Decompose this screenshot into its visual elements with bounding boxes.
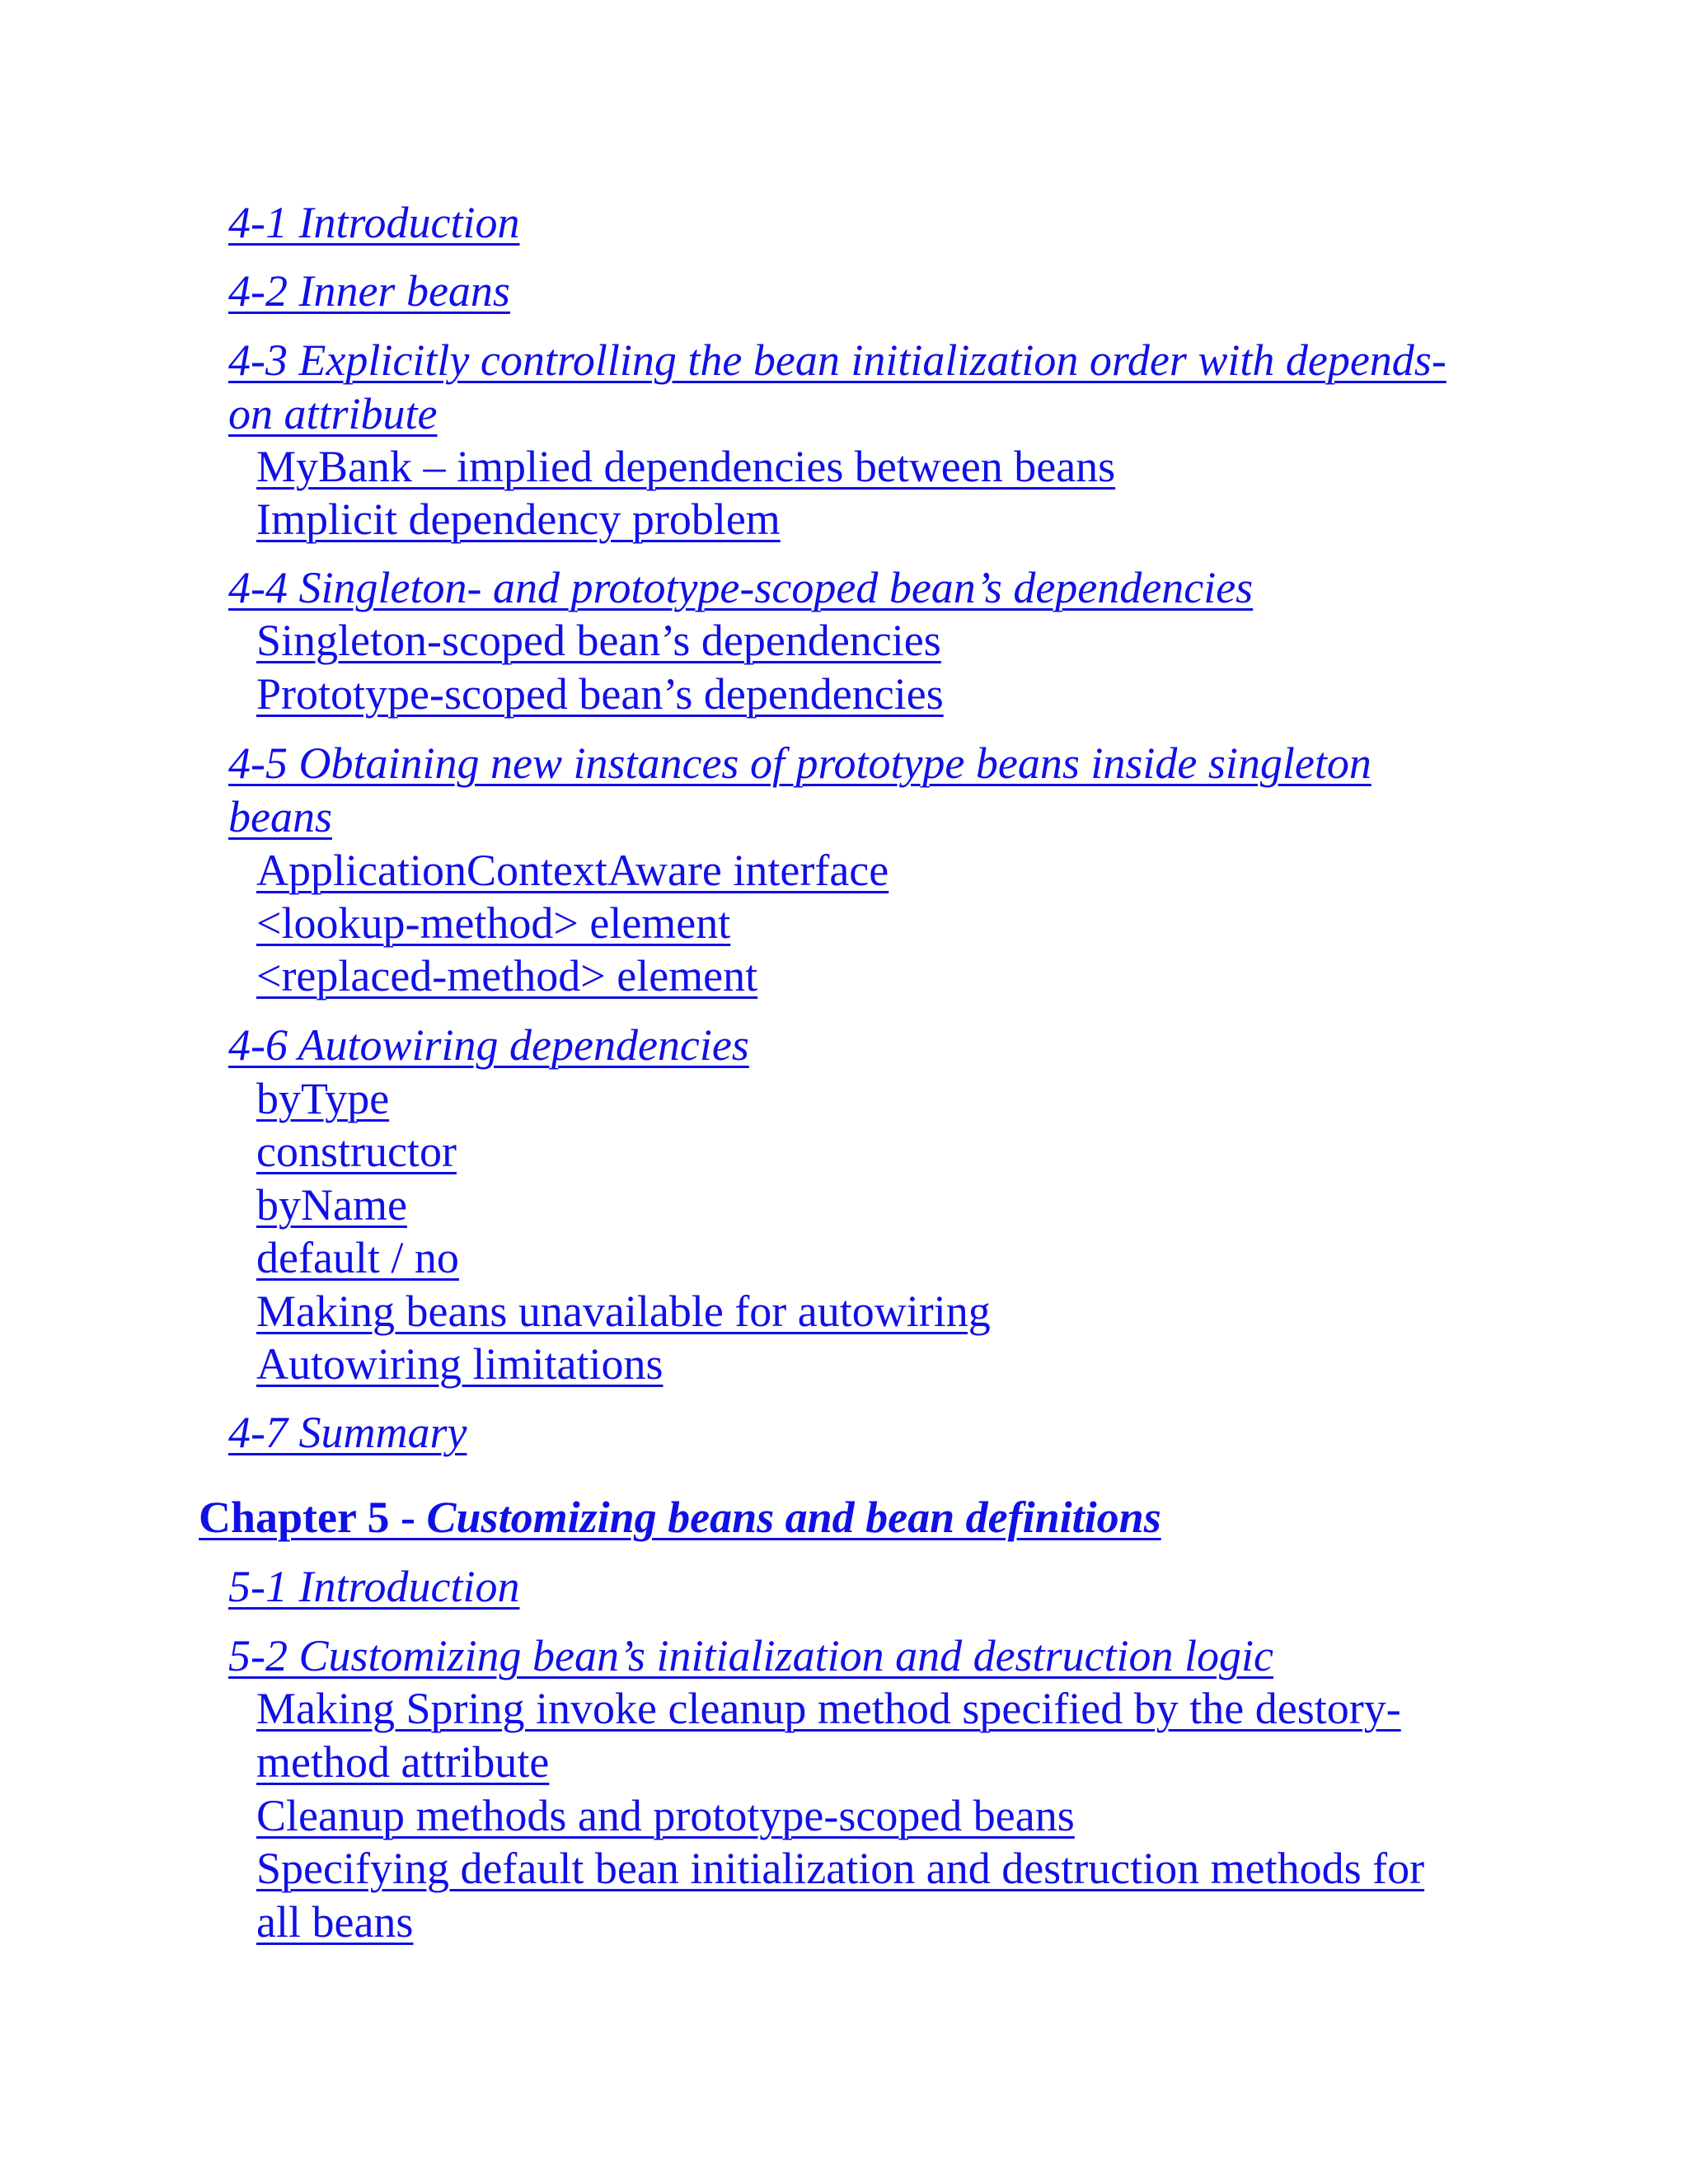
toc-link-default-no[interactable]: default / no (256, 1233, 459, 1282)
toc-link-autowiring-limitations[interactable]: Autowiring limitations (256, 1339, 663, 1389)
toc-sub-4-6-unavailable (256, 1285, 1493, 1338)
toc-link-bytype[interactable]: byType (256, 1074, 390, 1123)
toc-link-4-1[interactable]: 4-1 Introduction (228, 198, 520, 247)
toc-link-byname[interactable]: byName (256, 1180, 407, 1230)
toc-entry-4-2 (228, 265, 1498, 318)
toc-link-replaced-method[interactable]: <replaced-method> element (256, 951, 758, 1001)
toc-link-destroy-method-line1[interactable]: Making Spring invoke cleanup method specified by the destory- (256, 1684, 1401, 1733)
toc-entry-4-3 (228, 334, 1498, 441)
toc-link-4-6[interactable]: 4-6 Autowiring dependencies (228, 1020, 749, 1070)
toc-link-5-2[interactable]: 5-2 Customizing bean’s initialization and destruction logic (228, 1631, 1274, 1680)
toc-entry-4-1 (228, 196, 1498, 250)
toc-sub-4-6-bytype (256, 1072, 1493, 1126)
toc-link-appcontextaware[interactable]: ApplicationContextAware interface (256, 846, 889, 895)
toc-link-chapter-5[interactable] (199, 1493, 1161, 1542)
toc-sub-4-5-lookup-method (256, 897, 1493, 950)
toc-sub-4-4-prototype (256, 668, 1493, 721)
toc-link-unavailable-autowiring[interactable]: Making beans unavailable for autowiring (256, 1286, 991, 1336)
toc-entry-5-2 (228, 1629, 1498, 1683)
toc-sub-4-6-limitations (256, 1338, 1493, 1391)
toc-link-implicit-dependency[interactable]: Implicit dependency problem (256, 494, 781, 544)
toc-link-default-init-line1[interactable]: Specifying default bean initialization and destruction methods for (256, 1844, 1425, 1893)
toc-entry-5-1 (228, 1560, 1498, 1614)
toc-link-5-1[interactable]: 5-1 Introduction (228, 1562, 520, 1611)
chapter-5-title: Customizing beans and bean definitions (426, 1493, 1161, 1542)
toc-entry-4-5 (228, 737, 1498, 844)
toc-sub-4-6-default-no (256, 1231, 1493, 1285)
toc-sub-4-5-replaced-method (256, 949, 1493, 1003)
toc-link-4-3-line2[interactable]: on attribute (228, 389, 438, 438)
chapter-5-prefix: Chapter 5 - (199, 1493, 427, 1542)
toc-link-4-3-line1[interactable]: 4-3 Explicitly controlling the bean initialization order with depends- (228, 335, 1447, 385)
toc-sub-5-2-destroy-method (256, 1682, 1493, 1789)
toc-sub-4-6-constructor (256, 1125, 1493, 1179)
toc-link-4-7[interactable]: 4-7 Summary (228, 1408, 467, 1457)
toc-entry-4-7 (228, 1406, 1498, 1460)
toc-sub-4-3-implicit (256, 493, 1493, 546)
toc-link-4-5-line2[interactable]: beans (228, 792, 332, 841)
toc-link-cleanup-prototype[interactable]: Cleanup methods and prototype-scoped beans (256, 1791, 1075, 1840)
toc-link-default-init-line2[interactable]: all beans (256, 1897, 414, 1947)
toc-entry-4-6 (228, 1019, 1498, 1072)
toc-sub-4-6-byname (256, 1179, 1493, 1232)
toc-link-destroy-method-line2[interactable]: method attribute (256, 1737, 550, 1787)
toc-entry-4-4 (228, 561, 1498, 615)
toc-sub-4-3-mybank (256, 440, 1493, 494)
toc-link-4-5-line1[interactable]: 4-5 Obtaining new instances of prototype beans inside singleton (228, 738, 1372, 788)
toc-link-mybank-dependencies[interactable]: MyBank – implied dependencies between beans (256, 442, 1116, 491)
toc-sub-4-5-appcontextaware (256, 844, 1493, 898)
toc-sub-5-2-cleanup-prototype (256, 1789, 1493, 1843)
toc-link-4-2[interactable]: 4-2 Inner beans (228, 266, 510, 316)
toc-sub-4-4-singleton (256, 614, 1493, 668)
toc-link-singleton-deps[interactable]: Singleton-scoped bean’s dependencies (256, 616, 941, 665)
toc-link-4-4[interactable]: 4-4 Singleton- and prototype-scoped bean’s dependencies (228, 563, 1254, 612)
toc-chapter-5 (199, 1491, 1517, 1544)
toc-link-prototype-deps[interactable]: Prototype-scoped bean’s dependencies (256, 669, 944, 719)
toc-sub-5-2-default-init (256, 1842, 1493, 1949)
toc-link-constructor[interactable]: constructor (256, 1127, 457, 1176)
toc-link-lookup-method[interactable]: <lookup-method> element (256, 898, 731, 948)
